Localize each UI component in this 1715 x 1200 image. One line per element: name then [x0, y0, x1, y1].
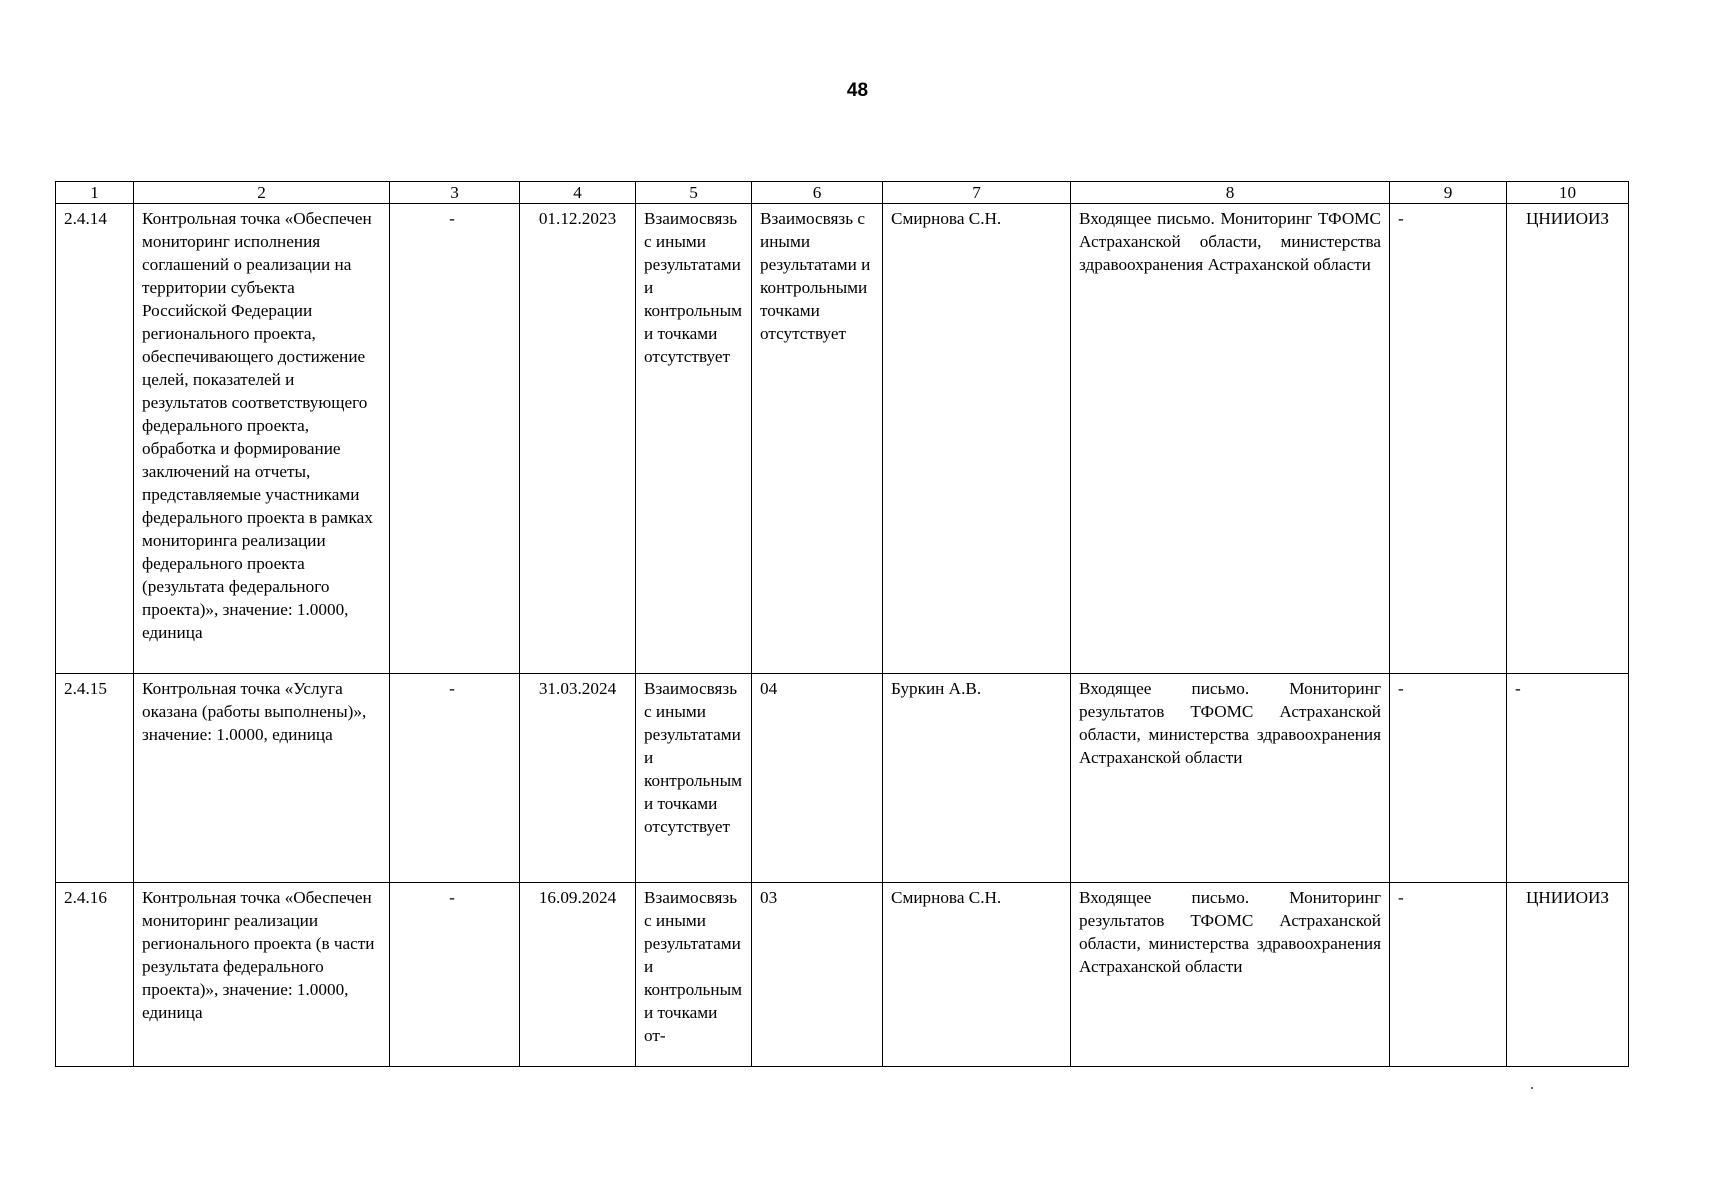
header-cell-8: 8: [1071, 182, 1390, 204]
row-col3: -: [390, 204, 520, 674]
row-responsible: Смирнова С.Н.: [883, 883, 1071, 1067]
header-cell-3: 3: [390, 182, 520, 204]
row-col10: ЦНИИОИЗ: [1507, 204, 1629, 674]
row-id: 2.4.16: [56, 883, 134, 1067]
header-cell-10: 10: [1507, 182, 1629, 204]
row-description: Контрольная точка «Услуга оказана (работы выполнены)», значение: 1.0000, единица: [134, 674, 390, 883]
header-row: [56, 182, 1629, 204]
row-col10: -: [1507, 674, 1629, 883]
row-document: Входящее письмо. Мониторинг результатов ТФОМС Астраханской области, министерства здравоохранения Астраханской области: [1071, 674, 1390, 883]
header-cell-6: 6: [752, 182, 883, 204]
header-cell-7: 7: [883, 182, 1071, 204]
row-description: Контрольная точка «Обеспечен мониторинг реализации регионального проекта (в части результата федерального проекта)», значение: 1.0000, единица: [134, 883, 390, 1067]
page-number: 48: [846, 80, 869, 101]
row-relation: Взаимосвязь с иными результатами и контрольными точками от-: [636, 883, 752, 1067]
row-col3: -: [390, 674, 520, 883]
row-col6: 04: [752, 674, 883, 883]
header-cell-2: 2: [134, 182, 390, 204]
table-row: [56, 204, 1629, 674]
row-col10: ЦНИИОИЗ: [1507, 883, 1629, 1067]
header-cell-5: 5: [636, 182, 752, 204]
row-date: 31.03.2024: [520, 674, 636, 883]
row-description: Контрольная точка «Обеспечен мониторинг исполнения соглашений о реализации на территории субъекта Российской Федерации регионального проекта, обеспечивающего достижение целей, показателей и результатов соответствующего федерального проекта, обработка и формирование заключений на отчеты, представляемые участниками федерального проекта в рамках мониторинга реализации федерального проекта (результата федерального проекта)», значение: 1.0000, единица: [134, 204, 390, 674]
table-row: [56, 674, 1629, 883]
row-col3: -: [390, 883, 520, 1067]
row-col6: 03: [752, 883, 883, 1067]
row-col9: -: [1390, 674, 1507, 883]
row-document: Входящее письмо. Мониторинг результатов ТФОМС Астраханской области, министерства здравоохранения Астраханской области: [1071, 883, 1390, 1067]
header-cell-9: 9: [1390, 182, 1507, 204]
row-date: 01.12.2023: [520, 204, 636, 674]
row-col9: -: [1390, 204, 1507, 674]
row-date: 16.09.2024: [520, 883, 636, 1067]
row-col6: Взаимосвязь с иными результатами и контрольными точками отсутствует: [752, 204, 883, 674]
row-col9: -: [1390, 883, 1507, 1067]
row-responsible: Смирнова С.Н.: [883, 204, 1071, 674]
row-responsible: Буркин А.В.: [883, 674, 1071, 883]
header-cell-4: 4: [520, 182, 636, 204]
row-document: Входящее письмо. Мониторинг ТФОМС Астраханской области, министерства здравоохранения Астраханской области: [1071, 204, 1390, 674]
row-id: 2.4.15: [56, 674, 134, 883]
table-row: [56, 883, 1629, 1067]
document-table: [55, 181, 1629, 1067]
row-relation: Взаимосвязь с иными результатами и контрольными точками отсутствует: [636, 674, 752, 883]
row-relation: Взаимосвязь с иными результатами и контрольными точками отсутствует: [636, 204, 752, 674]
scan-speck: [1531, 1087, 1533, 1089]
row-id: 2.4.14: [56, 204, 134, 674]
header-cell-1: 1: [56, 182, 134, 204]
